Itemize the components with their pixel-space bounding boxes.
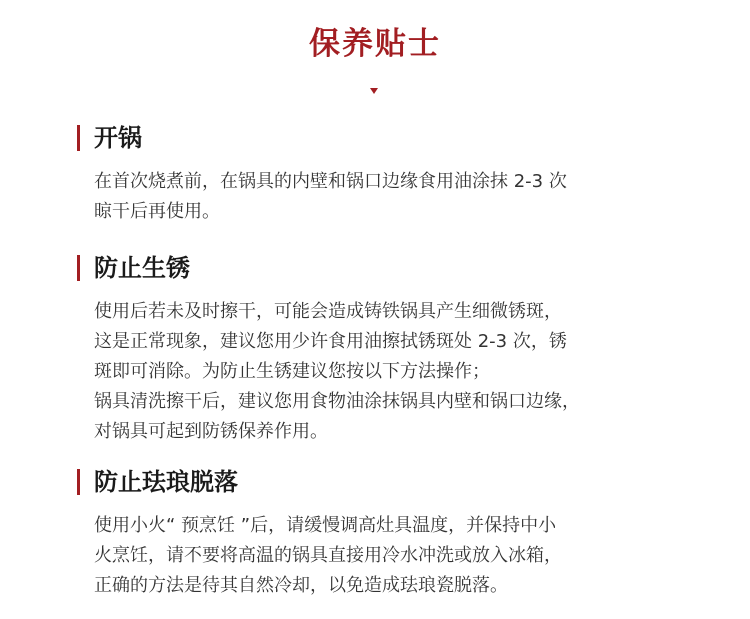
section-enamel-protection — [77, 465, 697, 601]
section-header — [77, 121, 697, 155]
body-line: 斑即可消除。为防止生锈建议您按以下方法操作； — [94, 361, 490, 382]
section-body — [77, 297, 697, 447]
section-body — [77, 511, 697, 601]
body-line: 正确的方法是待其自然冷却，以免造成珐琅瓷脱落。 — [94, 575, 508, 596]
title-marker-icon — [370, 88, 378, 94]
section-accent-bar — [77, 125, 80, 151]
body-line: 火烹饪，请不要将高温的锅具直接用冷水冲洗或放入冰箱， — [94, 545, 562, 566]
section-open-pot — [77, 121, 697, 227]
body-line: 在首次烧煮前，在锅具的内壁和锅口边缘食用油涂抹 2-3 次 — [94, 171, 567, 192]
section-heading: 开锅 — [94, 124, 142, 152]
section-accent-bar — [77, 469, 80, 495]
body-line: 使用小火“ 预烹饪 ”后，请缓慢调高灶具温度，并保持中小 — [94, 515, 557, 536]
section-header — [77, 251, 697, 285]
body-line: 对锅具可起到防锈保养作用。 — [94, 421, 328, 442]
section-rust-prevention — [77, 251, 697, 447]
body-line: 使用后若未及时擦干，可能会造成铸铁锅具产生细微锈斑， — [94, 301, 562, 322]
section-header — [77, 465, 697, 499]
page-title: 保养贴士 — [309, 26, 441, 62]
section-accent-bar — [77, 255, 80, 281]
section-heading: 防止珐琅脱落 — [94, 468, 238, 496]
section-heading: 防止生锈 — [94, 254, 190, 282]
body-line: 锅具清洗擦干后，建议您用食物油涂抹锅具内壁和锅口边缘， — [94, 391, 580, 412]
body-line: 晾干后再使用。 — [94, 201, 220, 222]
section-body — [77, 167, 697, 227]
body-line: 这是正常现象，建议您用少许食用油擦拭锈斑处 2-3 次，锈 — [94, 331, 567, 352]
